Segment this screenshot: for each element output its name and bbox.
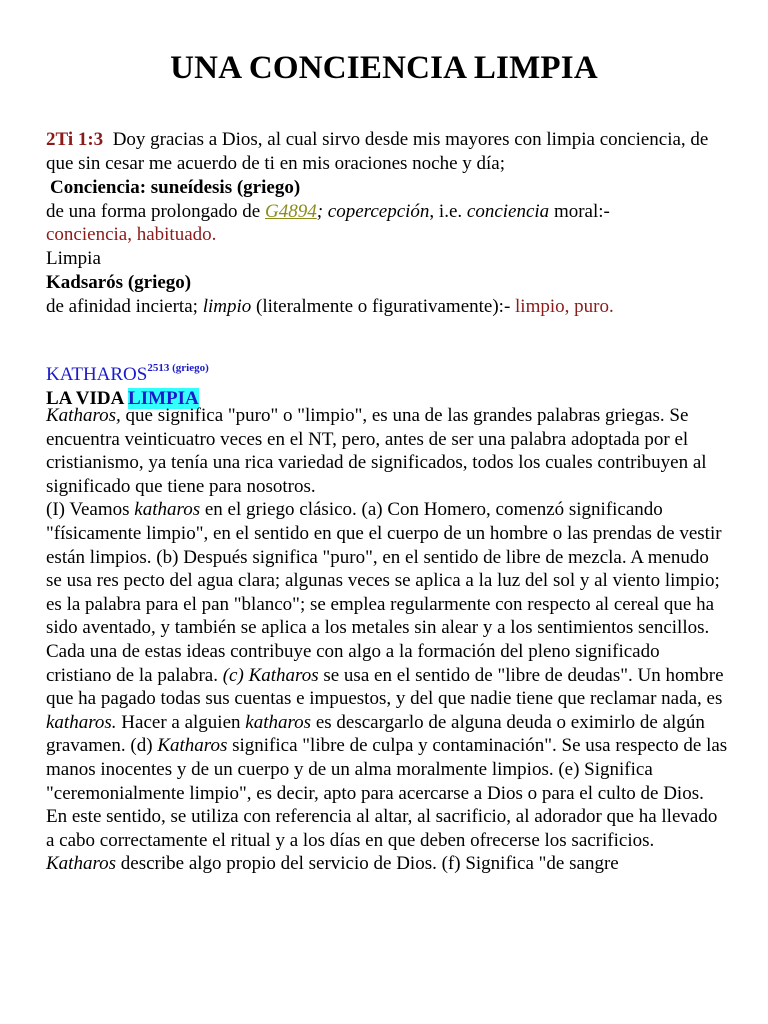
article-p2-segment: Hacer a alguien — [116, 711, 246, 733]
article-p2-segment: es descargarlo de alguna deuda o eximirlo de algún gravamen. (d) — [46, 711, 705, 757]
section-heading — [46, 357, 728, 410]
article-p2-segment: katharos. — [46, 711, 117, 733]
page-title: UNA CONCIENCIA LIMPIA — [170, 50, 598, 86]
article-p2-segment: (c) Katharos — [222, 664, 319, 686]
article-paragraph-2 — [46, 498, 728, 876]
article-p2-segment: describe algo propio del servicio de Dios. (f) Significa "de sangre — [116, 853, 619, 875]
term-conciencia-definition: de una forma prolongado de G4894; copercepción, i.e. conciencia moral:- — [46, 200, 610, 222]
term-conciencia — [46, 176, 728, 270]
article-p2-segment: (I) Veamos — [46, 499, 135, 521]
term-conciencia-translations: conciencia, habituado. — [46, 224, 217, 246]
verse-text: Doy gracias a Dios, al cual sirvo desde mis mayores con limpia conciencia, de que sin cesar me acuerdo de ti en mis oraciones noche y día; — [46, 129, 709, 174]
limpia-word: Limpia — [46, 247, 101, 269]
article-p2-segment: en el griego clásico. (a) Con Homero, comenzó significando "físicamente limpio", en el sentido en que el cuerpo de un hombre o las prendas de vestir están limpios. (b) Después significa "puro", en el sentido de libre de mezcla. A menudo se usa res pecto del agua clara; algunas veces se aplica a la luz del sol y al viento limpio; es la palabra para el pan "blanco"; se emplea regularmente con respecto al cereal que ha sido aventado, y también se aplica a los metales sin alear y a los sentimientos sencillos. Cada una de estas ideas contribuye con algo a la formación del pleno significado cristiano de la palabra. — [46, 499, 722, 686]
article-body — [46, 404, 728, 876]
term-kadsaros-definition: de afinidad incierta; limpio (literalmente o figurativamente):- limpio, puro. — [46, 295, 614, 317]
article-p1-segment: que significa "puro" o "limpio", es una de las grandes palabras griegas. Se encuentra veinticuatro veces en el NT, pero, antes de ser una palabra adoptada por el cristianismo, ya tenía una rica variedad de significados, todos los cuales contribuyen al significado que tiene para nosotros. — [46, 405, 707, 497]
term-kadsaros — [46, 271, 728, 318]
section-subtitle: LA VIDA LIMPIA — [46, 387, 199, 409]
article-p2-segment: katharos — [245, 711, 312, 733]
article-p2-segment: Katharos — [46, 853, 117, 875]
verse-block — [46, 128, 728, 175]
term-conciencia-heading: Conciencia: suneídesis (griego) — [50, 177, 301, 198]
strong-reference-link[interactable]: G4894 — [264, 200, 317, 222]
article-p1-segment: Katharos, — [46, 405, 121, 426]
article-p2-segment: Katharos — [157, 735, 228, 757]
highlighted-word: LIMPIA — [128, 387, 199, 409]
article-p2-segment: se usa en el sentido de "libre de deudas". Un hombre que ha pagado todas sus cuentas e impuestos, y del que nadie tiene que reclamar nada, es — [46, 664, 724, 710]
section-word: KATHAROS — [46, 364, 148, 385]
article-p2-segment: katharos — [134, 499, 201, 521]
article-paragraph-1 — [46, 404, 728, 498]
article-p2-segment: significa "libre de culpa y contaminación". Se usa respecto de las manos inocentes y de un cuerpo y de un alma moralmente limpios. (e) Significa "ceremonialmente limpio", es decir, apto para acercarse a Dios o para el culto de Dios. En este sentido, se utiliza con referencia al altar, al sacrificio, al adorador que ha llevado a cabo correctamente el ritual y a los días en que deben ofrecerse los sacrificios. — [46, 735, 728, 851]
section-superscript: 2513 (griego) — [147, 362, 209, 374]
term-kadsaros-heading: Kadsarós (griego) — [46, 272, 192, 293]
verse-reference[interactable]: 2Ti 1:3 — [46, 129, 104, 150]
